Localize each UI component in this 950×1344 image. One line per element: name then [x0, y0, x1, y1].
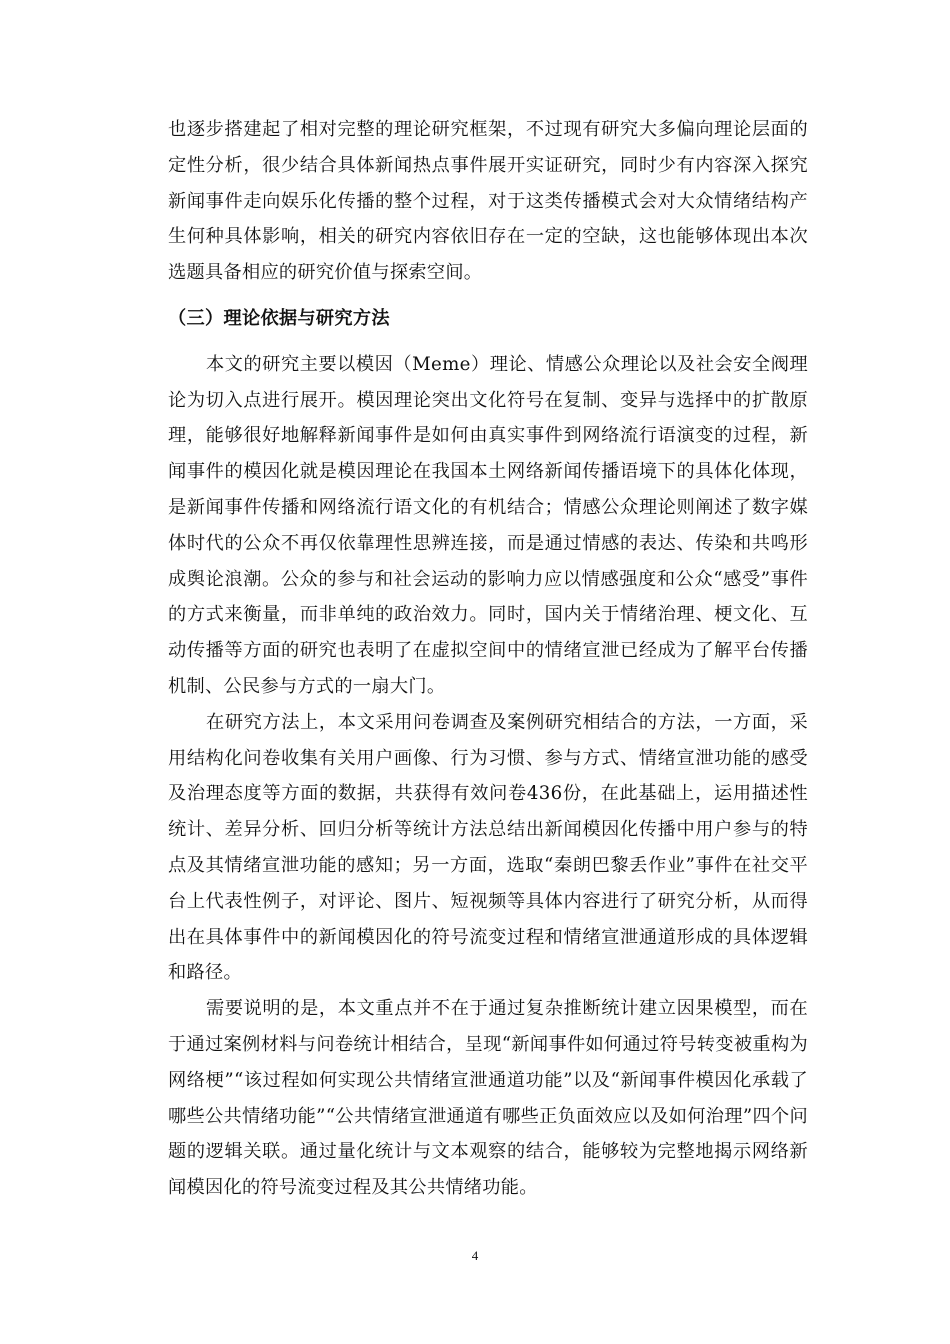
paragraph-methods: 在研究方法上，本文采用问卷调查及案例研究相结合的方法，一方面，采用结构化问卷收集有关用户画像、行为习惯、参与方式、情绪宣泄功能的感受及治理态度等方面的数据，共获得有效问卷436份，在此基础上，运用描述性统计、差异分析、回归分析等统计方法总结出新闻模因化传播中用户参与的特点及其情绪宣泄功能的感知；另一方面，选取“秦朗巴黎丢作业”事件在社交平台上代表性例子，对评论、图片、短视频等具体内容进行了研究分析，从而得出在具体事件中的新闻模因化的符号流变过程和情绪宣泄通道形成的具体逻辑和路径。	[168, 711, 808, 984]
paragraph-theory: 本文的研究主要以模因（Meme）理论、情感公众理论以及社会安全阀理论为切入点进行展开。模因理论突出文化符号在复制、变异与选择中的扩散原理，能够很好地解释新闻事件是如何由真实事件到网络流行语演变的过程，新闻事件的模因化就是模因理论在我国本土网络新闻传播语境下的具体化体现，是新闻事件传播和网络流行语文化的有机结合；情感公众理论则阐述了数字媒体时代的公众不再仅依靠理性思辨连接，而是通过情感的表达、传染和共鸣形成舆论浪潮。公众的参与和社会运动的影响力应以情感强度和公众“感受”事件的方式来衡量，而非单纯的政治效力。同时，国内关于情绪治理、梗文化、互动传播等方面的研究也表明了在虚拟空间中的情绪宣泄已经成为了解平台传播机制、公民参与方式的一扇大门。	[168, 353, 808, 697]
paragraph-continuation: 也逐步搭建起了相对完整的理论研究框架，不过现有研究大多偏向理论层面的定性分析，很少结合具体新闻热点事件展开实证研究，同时少有内容深入探究新闻事件走向娱乐化传播的整个过程，对于这类传播模式会对大众情绪结构产生何种具体影响，相关的研究内容依旧存在一定的空缺，这也能够体现出本次选题具备相应的研究价值与探索空间。	[168, 119, 808, 284]
page-body	[168, 112, 808, 1206]
page-number: 4	[471, 1248, 479, 1263]
paragraph-note: 需要说明的是，本文重点并不在于通过复杂推断统计建立因果模型，而在于通过案例材料与问卷统计相结合，呈现“新闻事件如何通过符号转变被重构为网络梗”“该过程如何实现公共情绪宣泄通道功能”以及“新闻事件模因化承载了哪些公共情绪功能”“公共情绪宣泄通道有哪些正负面效应以及如何治理”四个问题的逻辑关联。通过量化统计与文本观察的结合，能够较为完整地揭示网络新闻模因化的符号流变过程及其公共情绪功能。	[168, 998, 808, 1199]
section-heading: （三）理论依据与研究方法	[168, 307, 390, 329]
